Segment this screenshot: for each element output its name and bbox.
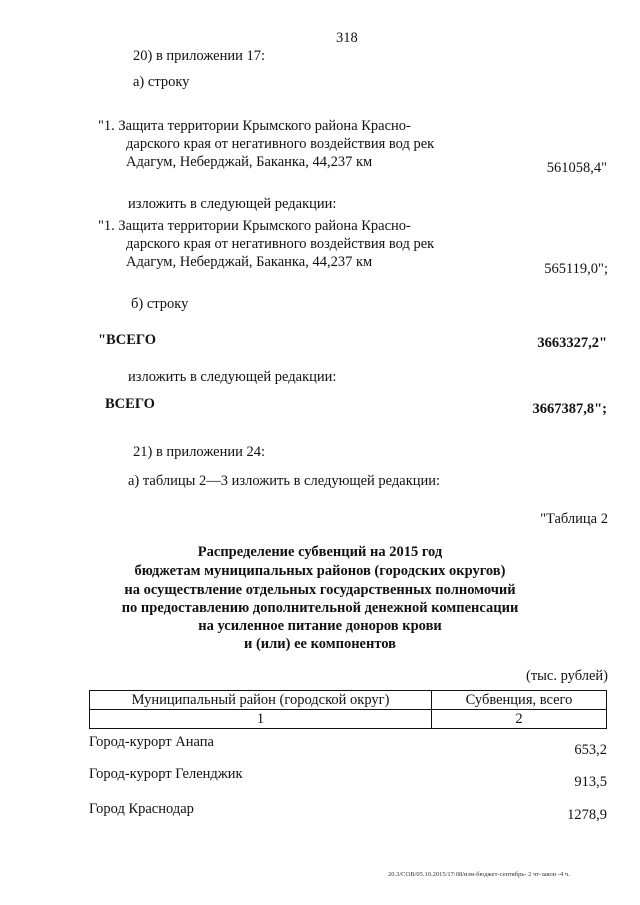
table-title-line-6: и (или) ее компонентов	[243, 636, 397, 652]
table-title-line-3: на осуществление отдельных государственных полномочий	[124, 582, 516, 598]
col2-number: 2	[432, 710, 607, 729]
item-20-sub-a: а) строку	[133, 74, 190, 90]
item-20-sub-b: б) строку	[131, 296, 189, 312]
replace-label-1: изложить в следующей редакции:	[128, 196, 337, 212]
new-total-label: ВСЕГО	[105, 396, 155, 412]
subvention-table-header	[89, 690, 607, 729]
table-row-name: Город-курорт Анапа	[89, 734, 214, 750]
table-title-line-5: на усиленное питание доноров крови	[198, 618, 442, 634]
old-total-value: 3663327,2"	[537, 335, 607, 351]
col2-header: Субвенция, всего	[432, 691, 607, 710]
new-entry-line-1: "1. Защита территории Крымского района Красно-	[98, 218, 411, 234]
table-row-name: Город Краснодар	[89, 801, 194, 817]
item-20-heading: 20) в приложении 17:	[133, 48, 266, 64]
table-row-value: 913,5	[574, 774, 607, 790]
footer-file-code: 20.3/СОВ/05.10.2015/17:08/изм-бюджет-сентябрь- 2 чт-закон -4 ч.	[388, 871, 570, 878]
new-entry-value: 565119,0";	[544, 261, 608, 277]
col1-number: 1	[90, 710, 432, 729]
item-21-sub-a: а) таблицы 2—3 изложить в следующей редакции:	[128, 473, 441, 489]
old-total-label: "ВСЕГО	[98, 332, 157, 348]
old-entry-line-2: дарского края от негативного воздействия вод рек	[126, 136, 435, 152]
new-entry-line-3: Адагум, Неберджай, Баканка, 44,237 км	[126, 254, 373, 270]
old-entry-line-1: "1. Защита территории Крымского района Красно-	[98, 118, 411, 134]
table-row-name: Город-курорт Геленджик	[89, 766, 243, 782]
col1-header: Муниципальный район (городской округ)	[90, 691, 432, 710]
item-21-heading: 21) в приложении 24:	[133, 444, 266, 460]
old-entry-line-3: Адагум, Неберджай, Баканка, 44,237 км	[126, 154, 373, 170]
table-label: "Таблица 2	[540, 511, 608, 527]
new-total-value: 3667387,8";	[532, 401, 607, 417]
replace-label-2: изложить в следующей редакции:	[128, 369, 337, 385]
page-number: 318	[336, 30, 358, 46]
new-entry-line-2: дарского края от негативного воздействия вод рек	[126, 236, 435, 252]
table-title-line-4: по предоставлению дополнительной денежной компенсации	[121, 600, 519, 616]
units-label: (тыс. рублей)	[526, 668, 608, 684]
table-title-line-1: Распределение субвенций на 2015 год	[197, 544, 443, 560]
table-title-line-2: бюджетам муниципальных районов (городских округов)	[134, 563, 506, 579]
table-row-value: 1278,9	[567, 807, 607, 823]
table-row-value: 653,2	[574, 742, 607, 758]
old-entry-value: 561058,4"	[546, 160, 607, 176]
